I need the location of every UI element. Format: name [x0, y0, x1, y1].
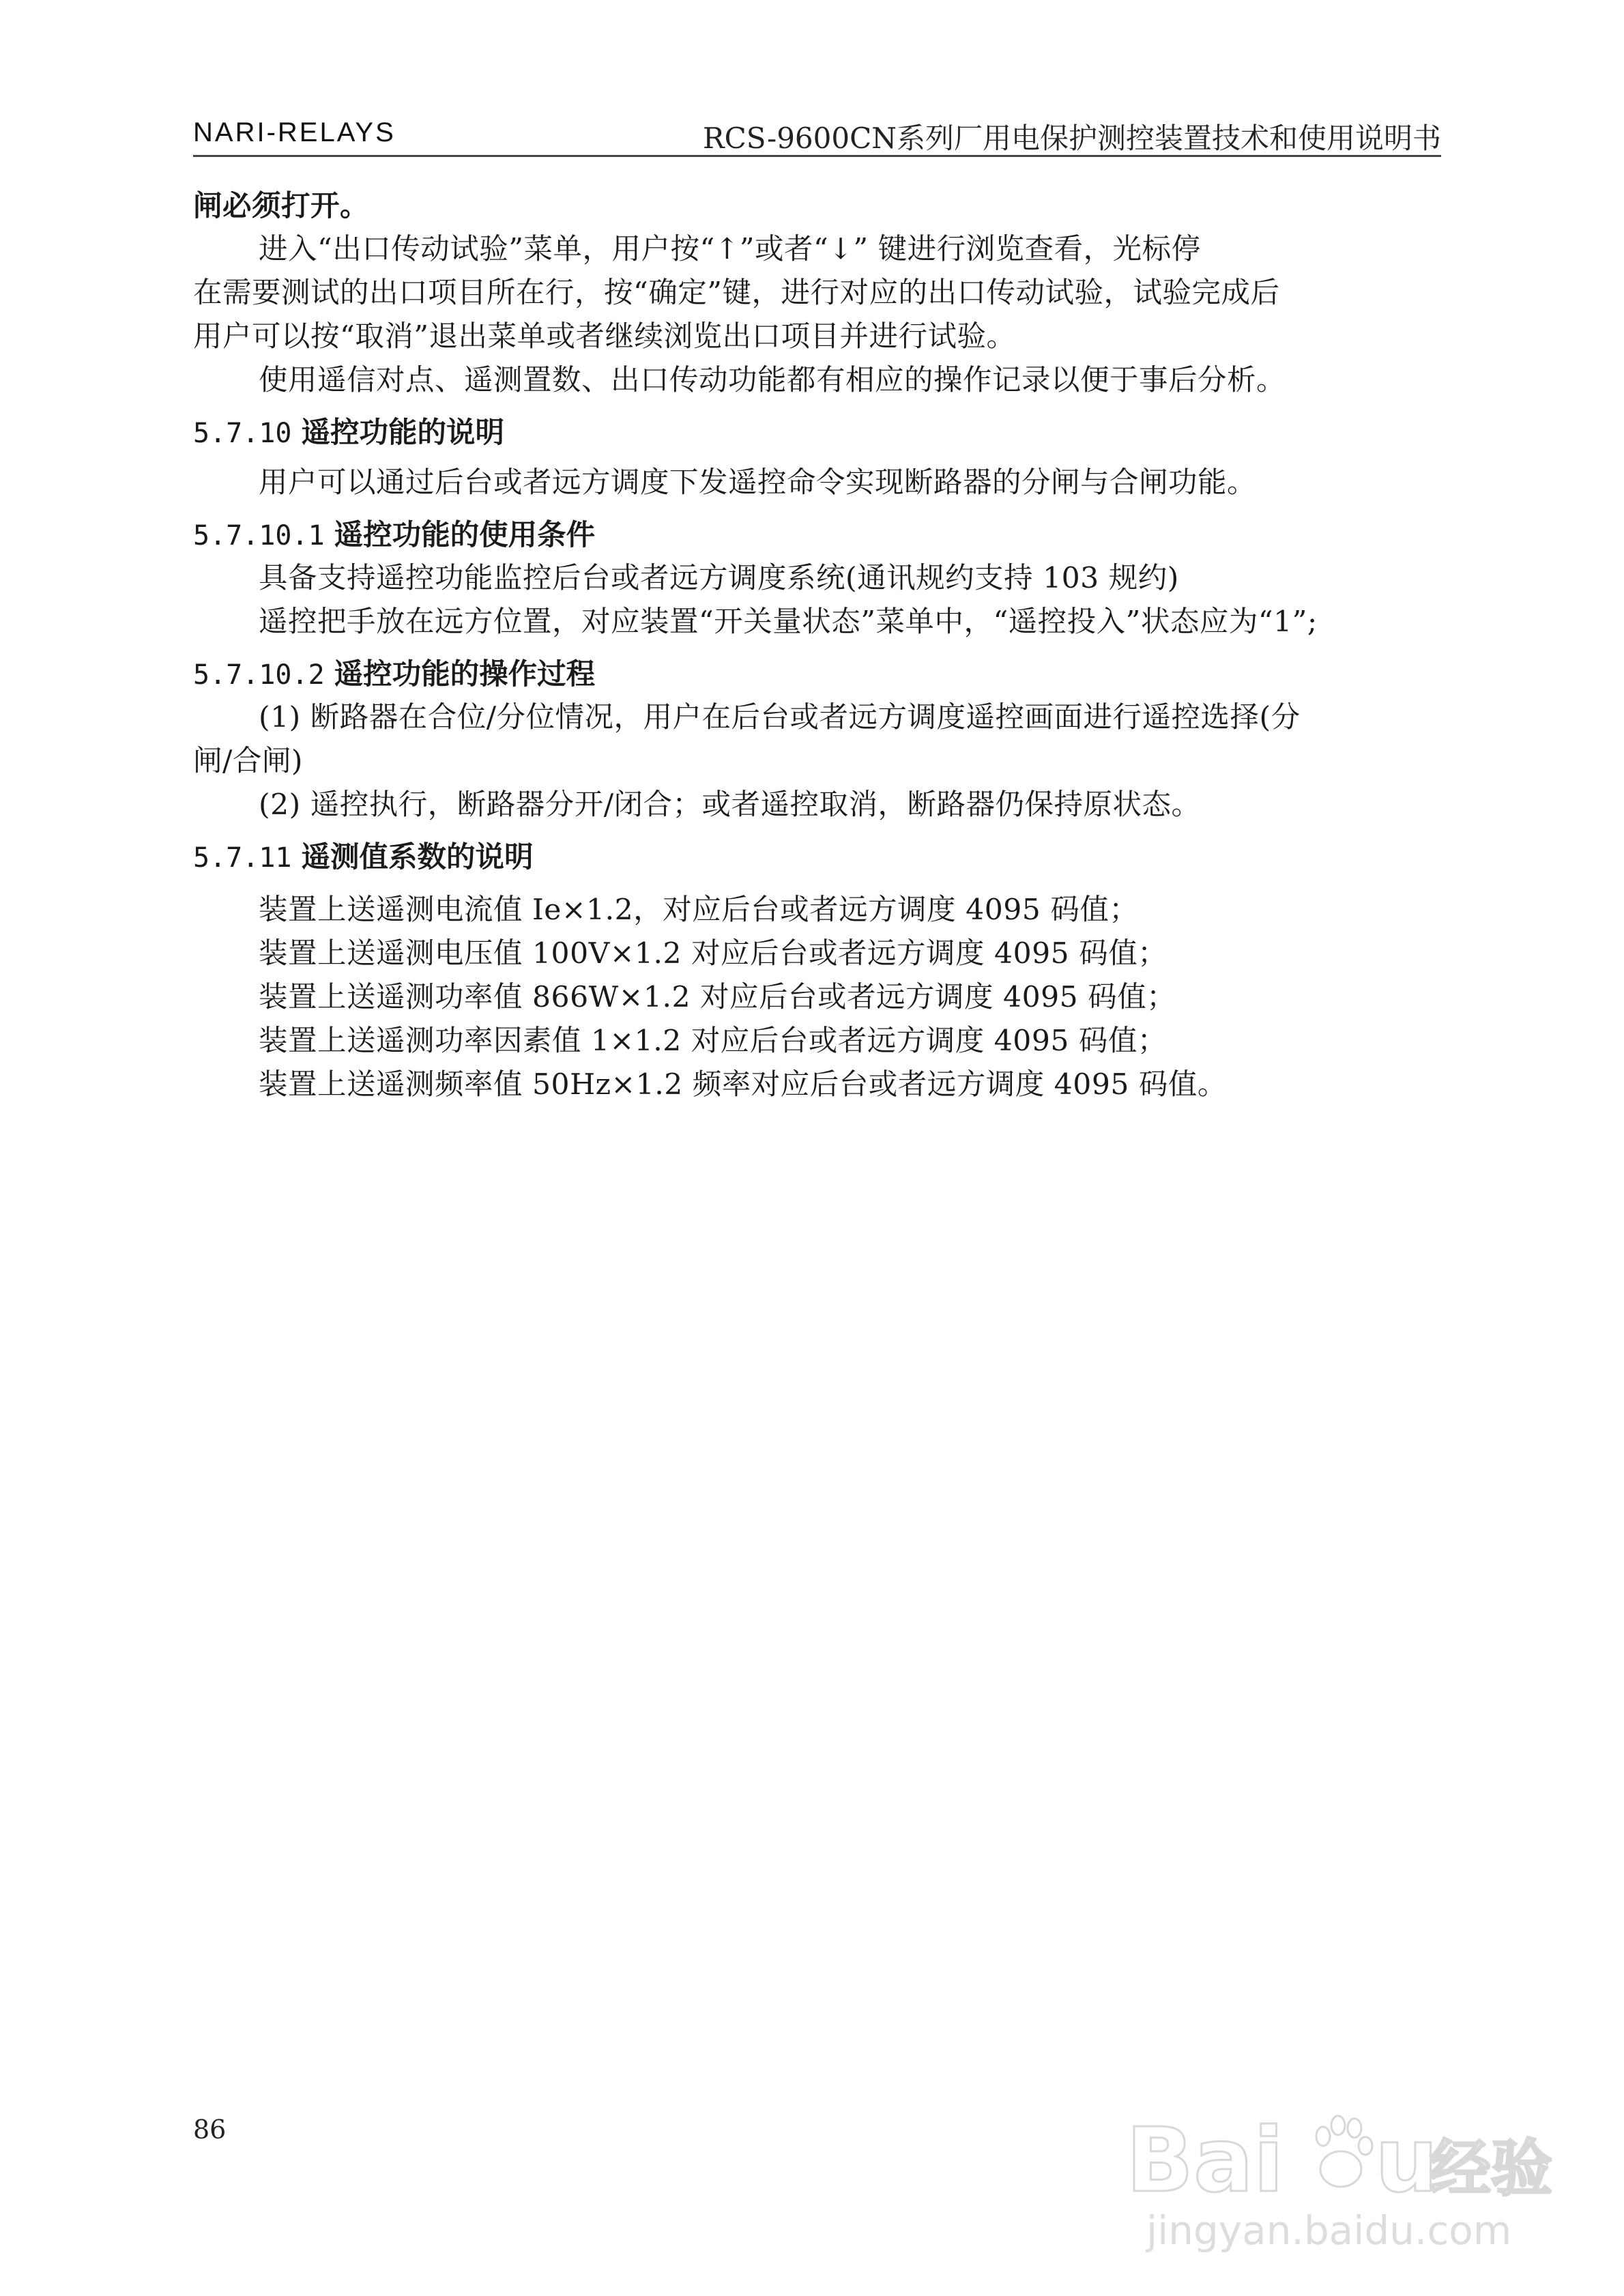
paragraph-line: 闸/合闸) [193, 745, 303, 778]
paragraph-line: (1) 断路器在合位/分位情况，用户在后台或者远方调度遥控画面进行遥控选择(分 [259, 701, 1301, 734]
coefficient-line: 装置上送遥测电流值 Ie×1.2，对应后台或者远方调度 4095 码值； [259, 893, 1139, 927]
coefficient-line: 装置上送遥测功率因素值 1×1.2 对应后台或者远方调度 4095 码值； [259, 1024, 1167, 1058]
section-number: 5.7.10.1 [193, 520, 325, 551]
section-heading-5-7-11 [193, 835, 1441, 879]
coefficient-line: 装置上送遥测频率值 50Hz×1.2 频率对应后台或者远方调度 4095 码值。 [259, 1068, 1227, 1102]
paragraph-line: 使用遥信对点、遥测置数、出口传动功能都有相应的操作记录以便于事后分析。 [259, 364, 1286, 397]
watermark-url: jingyan.baidu.com [1146, 2207, 1512, 2254]
watermark-brand-prefix: Bai [1126, 2108, 1284, 2212]
paw-icon [1316, 2116, 1372, 2187]
section-title: 遥控功能的操作过程 [334, 657, 596, 691]
paragraph-line: 遥控把手放在远方位置，对应装置“开关量状态”菜单中，“遥控投入”状态应为“1”; [259, 605, 1318, 639]
section-heading-5-7-10-1 [193, 513, 1441, 557]
section-title: 遥控功能的说明 [301, 416, 505, 450]
paragraph-line: 进入“出口传动试验”菜单，用户按“↑”或者“↓” 键进行浏览查看，光标停 [259, 233, 1201, 266]
document-body [193, 184, 1441, 1107]
section-heading-5-7-10-2 [193, 652, 1441, 696]
header-right: RCS-9600CN系列厂用电保护测控装置技术和使用说明书 [702, 121, 1441, 155]
section-title: 遥测值系数的说明 [301, 840, 534, 874]
header-left: NARI-RELAYS [193, 117, 396, 147]
section-number: 5.7.10.2 [193, 659, 325, 691]
coefficient-line: 装置上送遥测电压值 100V×1.2 对应后台或者远方调度 4095 码值； [259, 937, 1168, 971]
baidu-jingyan-watermark [1119, 2089, 1569, 2259]
section-title: 遥控功能的使用条件 [334, 518, 596, 552]
paragraph-continuation: 闸必须打开。 [193, 189, 370, 223]
watermark-brand-suffix: u [1375, 2108, 1438, 2212]
section-number: 5.7.10 [193, 418, 292, 449]
watermark-cn-text: 经验 [1430, 2133, 1552, 2205]
section-heading-5-7-10 [193, 411, 1441, 455]
coefficient-line: 装置上送遥测功率值 866W×1.2 对应后台或者远方调度 4095 码值； [259, 981, 1176, 1014]
header-divider [193, 155, 1441, 157]
paragraph-line: (2) 遥控执行，断路器分开/闭合；或者遥控取消，断路器仍保持原状态。 [259, 788, 1201, 822]
section-number: 5.7.11 [193, 842, 292, 874]
paragraph-line: 具备支持遥控功能监控后台或者远方调度系统(通讯规约支持 103 规约) [259, 562, 1179, 595]
page-number: 86 [193, 2114, 227, 2144]
paragraph-line: 用户可以通过后台或者远方调度下发遥控命令实现断路器的分闸与合闸功能。 [259, 466, 1257, 500]
paragraph-line: 用户可以按“取消”退出菜单或者继续浏览出口项目并进行试验。 [193, 320, 1016, 354]
paragraph-line: 在需要测试的出口项目所在行，按“确定”键，进行对应的出口传动试验，试验完成后 [193, 276, 1280, 310]
